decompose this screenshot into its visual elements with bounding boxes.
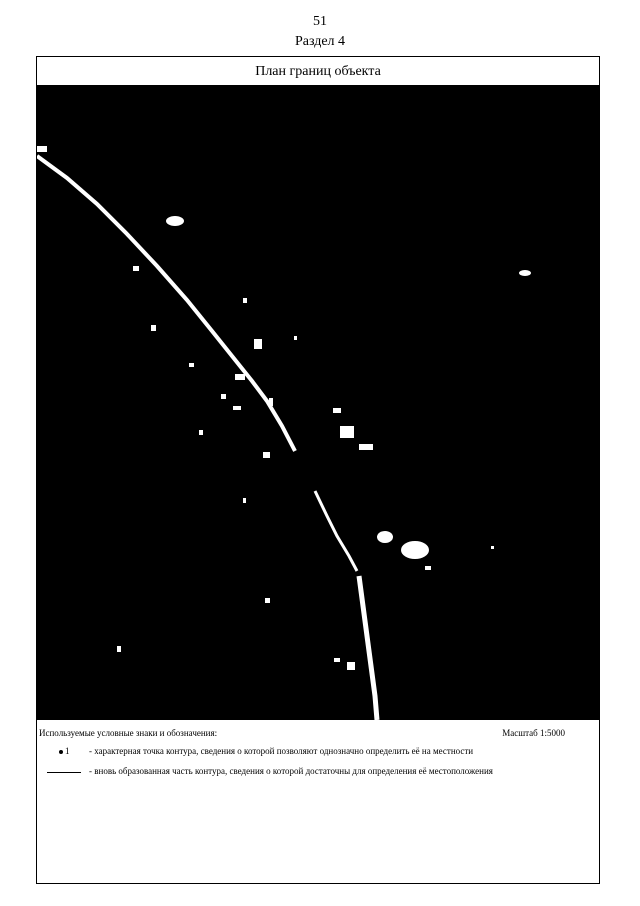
point-marker-label: 1 — [65, 746, 70, 756]
blob — [269, 398, 273, 406]
blob — [333, 408, 341, 413]
blob — [243, 298, 247, 303]
legend — [37, 720, 599, 883]
blob — [491, 546, 494, 549]
page-number: 51 — [313, 14, 327, 29]
plan-title: План границ объекта — [37, 57, 599, 86]
blob — [221, 394, 226, 399]
blob — [189, 363, 194, 367]
blob — [347, 662, 355, 670]
map-image — [37, 86, 599, 720]
legend-symbol — [39, 746, 87, 758]
boundary-line-icon — [47, 772, 81, 773]
blob — [199, 430, 203, 435]
blob — [294, 336, 297, 340]
blob — [117, 646, 121, 652]
legend-item-text: - характерная точка контура, сведения о которой позволяют однозначно определить её на местности — [89, 746, 474, 756]
blob — [265, 598, 270, 603]
legend-item-text: - вновь образованная часть контура, сведения о которой достаточны для определения её местоположения — [89, 766, 493, 776]
blob — [133, 266, 139, 271]
scale-label: Масштаб 1:5000 — [502, 728, 565, 738]
road-trace-middle — [315, 491, 357, 571]
blob — [151, 325, 156, 331]
blob — [243, 498, 246, 503]
blob — [254, 339, 262, 349]
point-marker-icon — [59, 750, 63, 754]
road-trace-lower — [359, 576, 377, 720]
plan-frame — [36, 56, 600, 884]
blob — [334, 658, 340, 662]
blob — [166, 216, 184, 226]
blob — [359, 444, 373, 450]
blob — [401, 541, 429, 559]
blob — [340, 426, 354, 438]
section-title: Раздел 4 — [294, 34, 346, 49]
blob — [425, 566, 431, 570]
blob — [377, 531, 393, 543]
blob — [235, 374, 245, 380]
blob — [263, 452, 270, 458]
road-start-mark — [37, 146, 47, 152]
legend-heading: Используемые условные знаки и обозначения: — [39, 728, 218, 738]
map-features — [37, 86, 599, 720]
blob — [233, 406, 241, 410]
legend-symbol — [39, 766, 87, 778]
road-trace-upper — [37, 156, 295, 451]
blob — [519, 270, 531, 276]
